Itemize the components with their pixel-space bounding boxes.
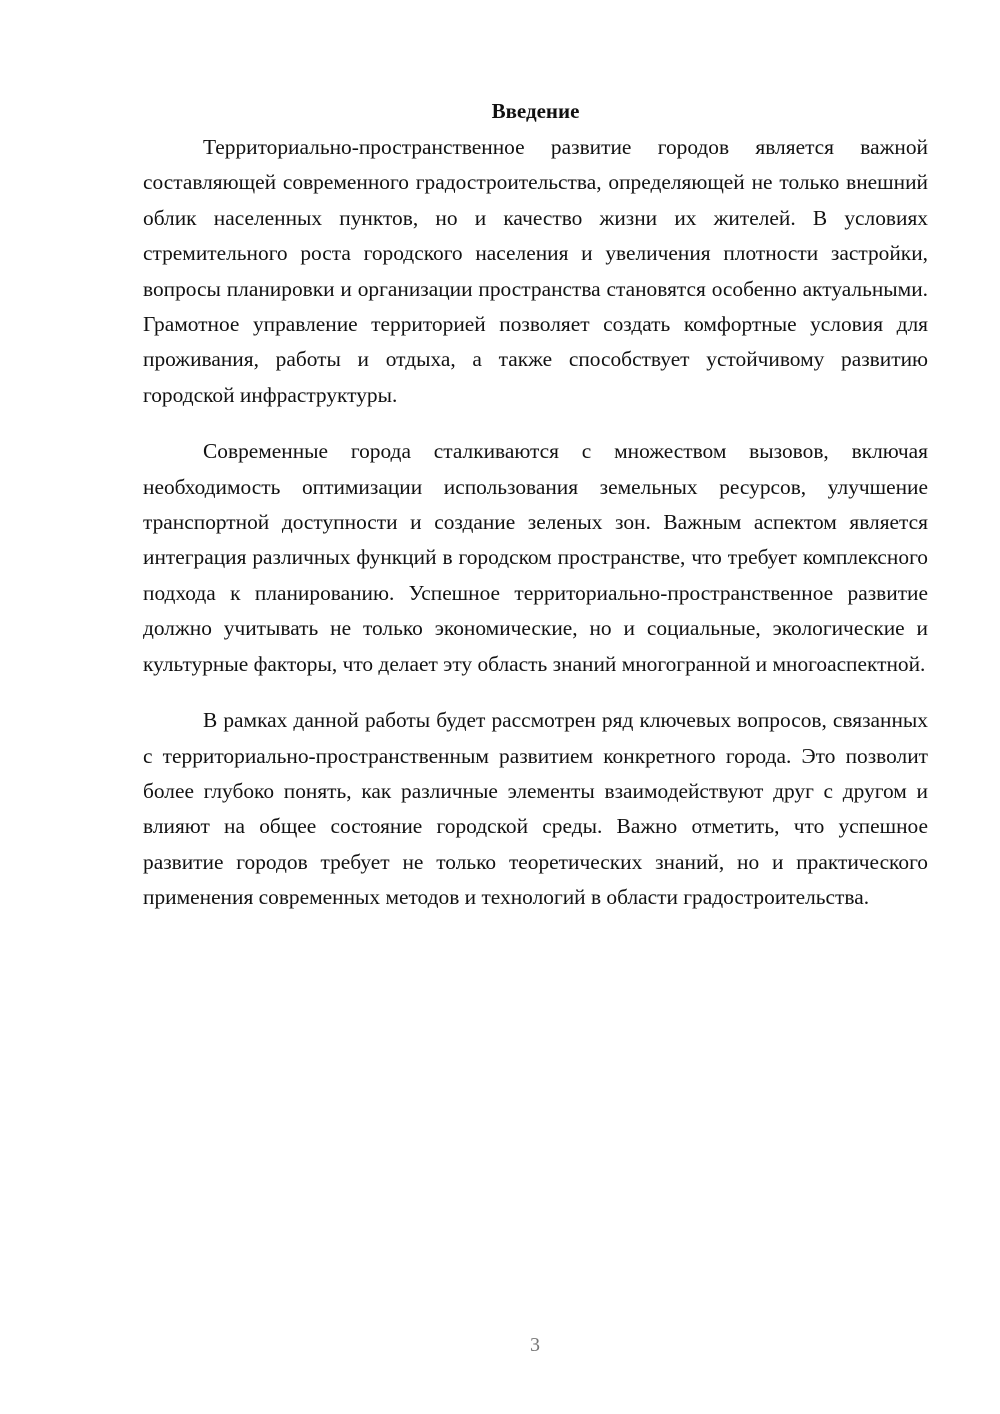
section-heading: Введение xyxy=(491,99,580,123)
paragraph-3: В рамках данной работы будет рассмотрен ряд ключевых вопросов, связанных с территориально-пространственным развитием конкретного города. Это позволит более глубоко понять, как различные элементы взаимодействуют друг с другом и влияют на общее состояние городской среды. Важно отметить, что успешное развитие городов требует не только теоретических знаний, но и практического применения современных методов и технологий в области градостроительства. xyxy=(143,708,928,910)
paragraph-1: Территориально-пространственное развитие городов является важной составляющей современного градостроительства, определяющей не только внешний облик населенных пунктов, но и качество жизни их жителей. В условиях стремительного роста городского населения и увеличения плотности застройки, вопросы планировки и организации пространства становятся особенно актуальными. Грамотное управление территорией позволяет создать комфортные условия для проживания, работы и отдыха, а также способствует устойчивому развитию городской инфраструктуры. xyxy=(143,135,928,407)
page-content xyxy=(143,96,928,937)
page-number: 3 xyxy=(530,1334,540,1356)
paragraph-2: Современные города сталкиваются с множеством вызовов, включая необходимость оптимизации использования земельных ресурсов, улучшение транспортной доступности и создание зеленых зон. Важным аспектом является интеграция различных функций в городском пространстве, что требует комплексного подхода к планированию. Успешное территориально-пространственное развитие должно учитывать не только экономические, но и социальные, экологические и культурные факторы, что делает эту область знаний многогранной и многоаспектной. xyxy=(143,439,928,676)
